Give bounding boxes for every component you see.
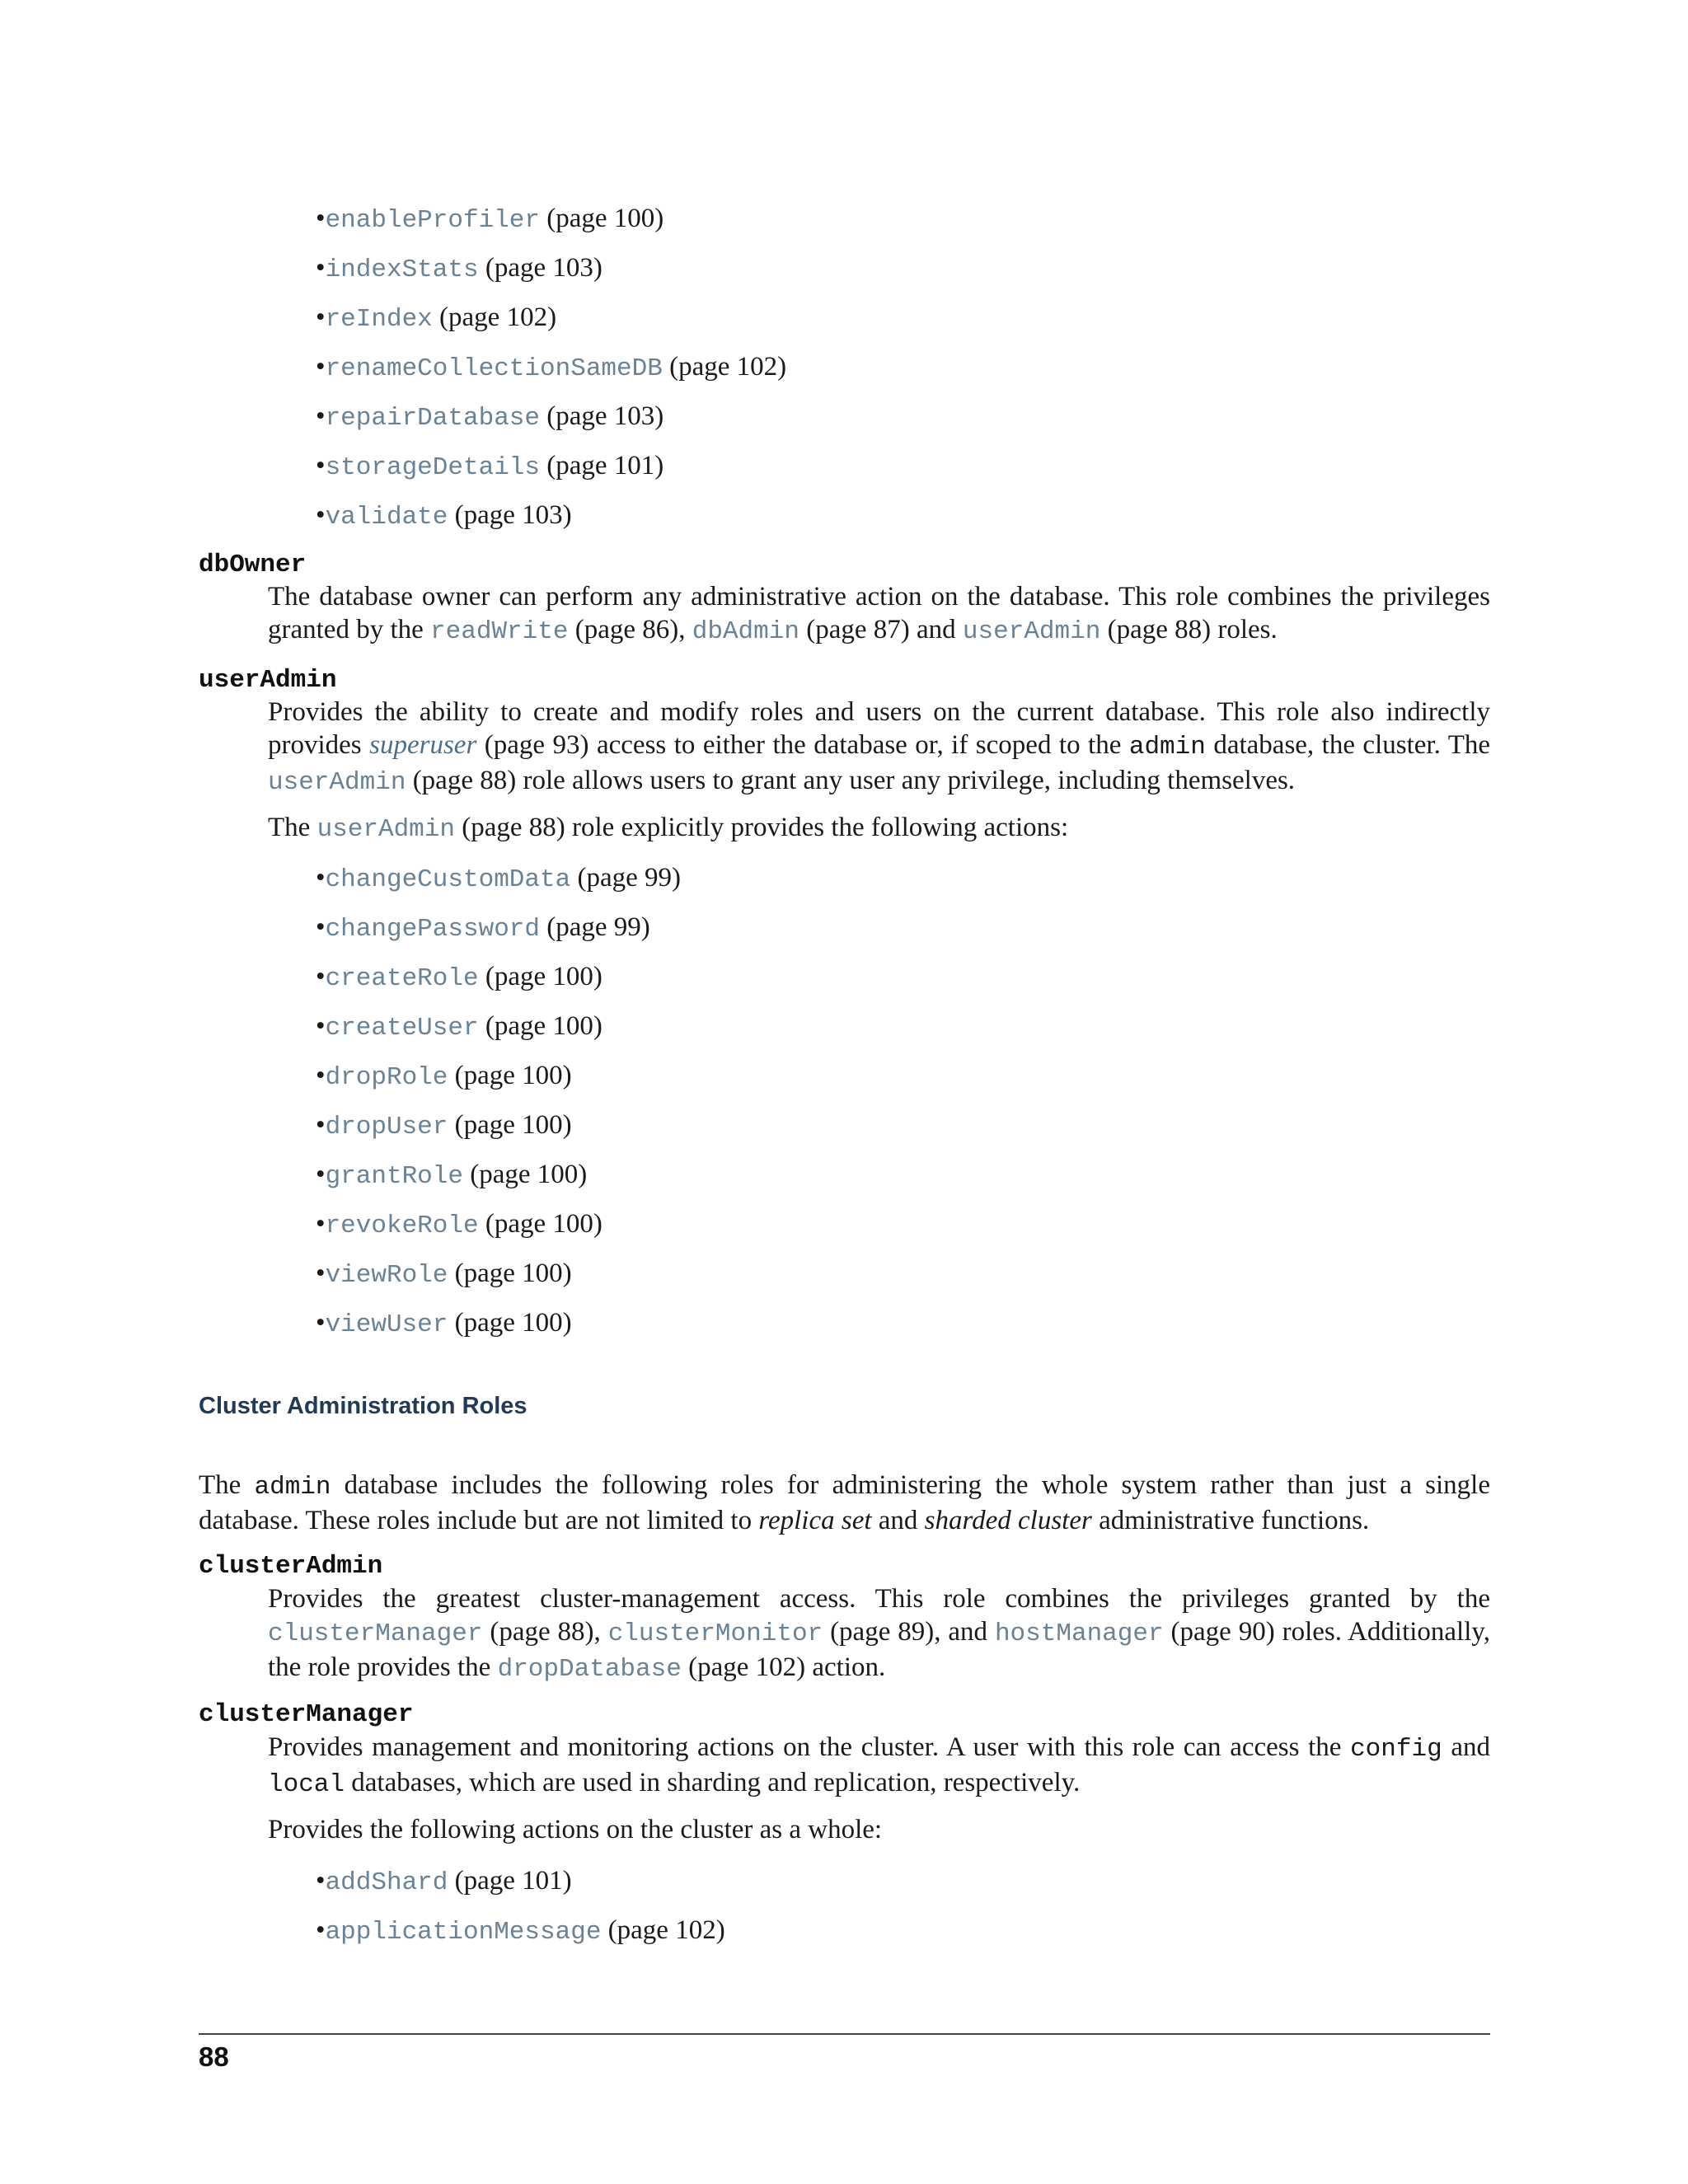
role-term-dbowner: dbOwner — [199, 551, 307, 579]
list-item: •createUser (page 100) — [316, 1011, 603, 1043]
inline-code: admin — [1128, 733, 1206, 762]
useradmin-actions-intro: The userAdmin (page 88) role explicitly provides the following actions: — [268, 813, 1069, 844]
list-item: •dropRole (page 100) — [316, 1061, 572, 1092]
role-term-clusteradmin: clusterAdmin — [199, 1552, 383, 1581]
action-link[interactable]: changeCustomData — [325, 865, 571, 894]
action-link[interactable]: applicationMessage — [325, 1918, 602, 1947]
role-link[interactable]: hostManager — [994, 1619, 1164, 1648]
action-link[interactable]: dropRole — [325, 1063, 448, 1092]
action-link[interactable]: createUser — [325, 1014, 479, 1043]
role-term-clustermanager: clusterManager — [199, 1700, 414, 1729]
action-link[interactable]: dropUser — [325, 1113, 448, 1141]
inline-code: admin — [254, 1473, 331, 1502]
action-link[interactable]: createRole — [325, 964, 479, 993]
list-item: •changePassword (page 99) — [316, 912, 650, 944]
role-link[interactable]: userAdmin — [316, 815, 455, 844]
role-link[interactable]: clusterManager — [268, 1619, 483, 1648]
action-link[interactable]: viewUser — [325, 1310, 448, 1339]
list-item: •addShard (page 101) — [316, 1866, 572, 1897]
role-description-dbowner: The database owner can perform any administrative action on the database. This role combines the privileges granted by the readWrite (page 86), dbAdmin (page 87) and userAdmin (page 88) roles. — [268, 582, 1490, 646]
action-link[interactable]: addShard — [325, 1868, 448, 1897]
action-link[interactable]: revokeRole — [325, 1212, 479, 1240]
role-link[interactable]: userAdmin — [268, 768, 406, 797]
action-link[interactable]: viewRole — [325, 1261, 448, 1290]
list-item: •createRole (page 100) — [316, 962, 603, 993]
clustermanager-actions-intro: Provides the following actions on the cluster as a whole: — [268, 1815, 883, 1844]
section-heading: Cluster Administration Roles — [199, 1393, 528, 1419]
list-item: •grantRole (page 100) — [316, 1160, 588, 1191]
glossary-link[interactable]: superuser — [369, 730, 477, 760]
list-item: •viewUser (page 100) — [316, 1308, 572, 1339]
list-item: •changeCustomData (page 99) — [316, 863, 681, 894]
footer-divider — [199, 2033, 1490, 2035]
action-link[interactable]: renameCollectionSameDB — [325, 354, 663, 383]
list-item: •revokeRole (page 100) — [316, 1209, 603, 1240]
list-item: •applicationMessage (page 102) — [316, 1915, 725, 1947]
role-link[interactable]: dbAdmin — [692, 617, 799, 646]
inline-code: local — [268, 1770, 345, 1799]
inline-code: config — [1350, 1735, 1442, 1764]
role-description-clusteradmin: Provides the greatest cluster-management access. This role combines the privileges granted by the clusterManager (page 88), clusterMonitor (page 89), and hostManager (page 90) roles. Additionally, the role provides the dropDatabase (page 102) action. — [268, 1584, 1490, 1684]
list-item: •renameCollectionSameDB (page 102) — [316, 352, 787, 383]
role-link[interactable]: userAdmin — [962, 617, 1101, 646]
role-description-useradmin: Provides the ability to create and modify roles and users on the current database. This role also indirectly provides superuser (page 93) access to either the database or, if scoped to the admin database, the cluster. The userAdmin (page 88) role allows users to grant any user any privilege, including themselves. — [268, 697, 1490, 797]
list-item: •reIndex (page 102) — [316, 302, 557, 334]
action-link[interactable]: storageDetails — [325, 453, 541, 482]
action-link[interactable]: repairDatabase — [325, 404, 541, 433]
action-link[interactable]: grantRole — [325, 1162, 463, 1191]
list-item: •viewRole (page 100) — [316, 1258, 572, 1290]
action-link[interactable]: reIndex — [325, 305, 433, 334]
role-description-clustermanager: Provides management and monitoring actions on the cluster. A user with this role can access the config and local databases, which are used in sharding and replication, respectively. — [268, 1732, 1490, 1799]
section-intro: The admin database includes the following roles for administering the whole system rather than just a single database. These roles include but are not limited to replica set and sharded cluster administrative functions. — [199, 1470, 1490, 1535]
action-link[interactable]: changePassword — [325, 915, 541, 944]
list-item: •storageDetails (page 101) — [316, 451, 664, 482]
list-item: •validate (page 103) — [316, 500, 572, 532]
action-link[interactable]: enableProfiler — [325, 206, 541, 235]
list-item: •dropUser (page 100) — [316, 1110, 572, 1141]
role-term-useradmin: userAdmin — [199, 666, 337, 695]
role-link[interactable]: clusterMonitor — [607, 1619, 823, 1648]
list-item: •indexStats (page 103) — [316, 253, 603, 284]
list-item: •enableProfiler (page 100) — [316, 204, 664, 235]
list-item: •repairDatabase (page 103) — [316, 401, 664, 433]
action-link[interactable]: indexStats — [325, 255, 479, 284]
action-link[interactable]: validate — [325, 503, 448, 532]
role-link[interactable]: readWrite — [430, 617, 569, 646]
action-link[interactable]: dropDatabase — [497, 1655, 682, 1684]
page-number: 88 — [199, 2041, 229, 2072]
